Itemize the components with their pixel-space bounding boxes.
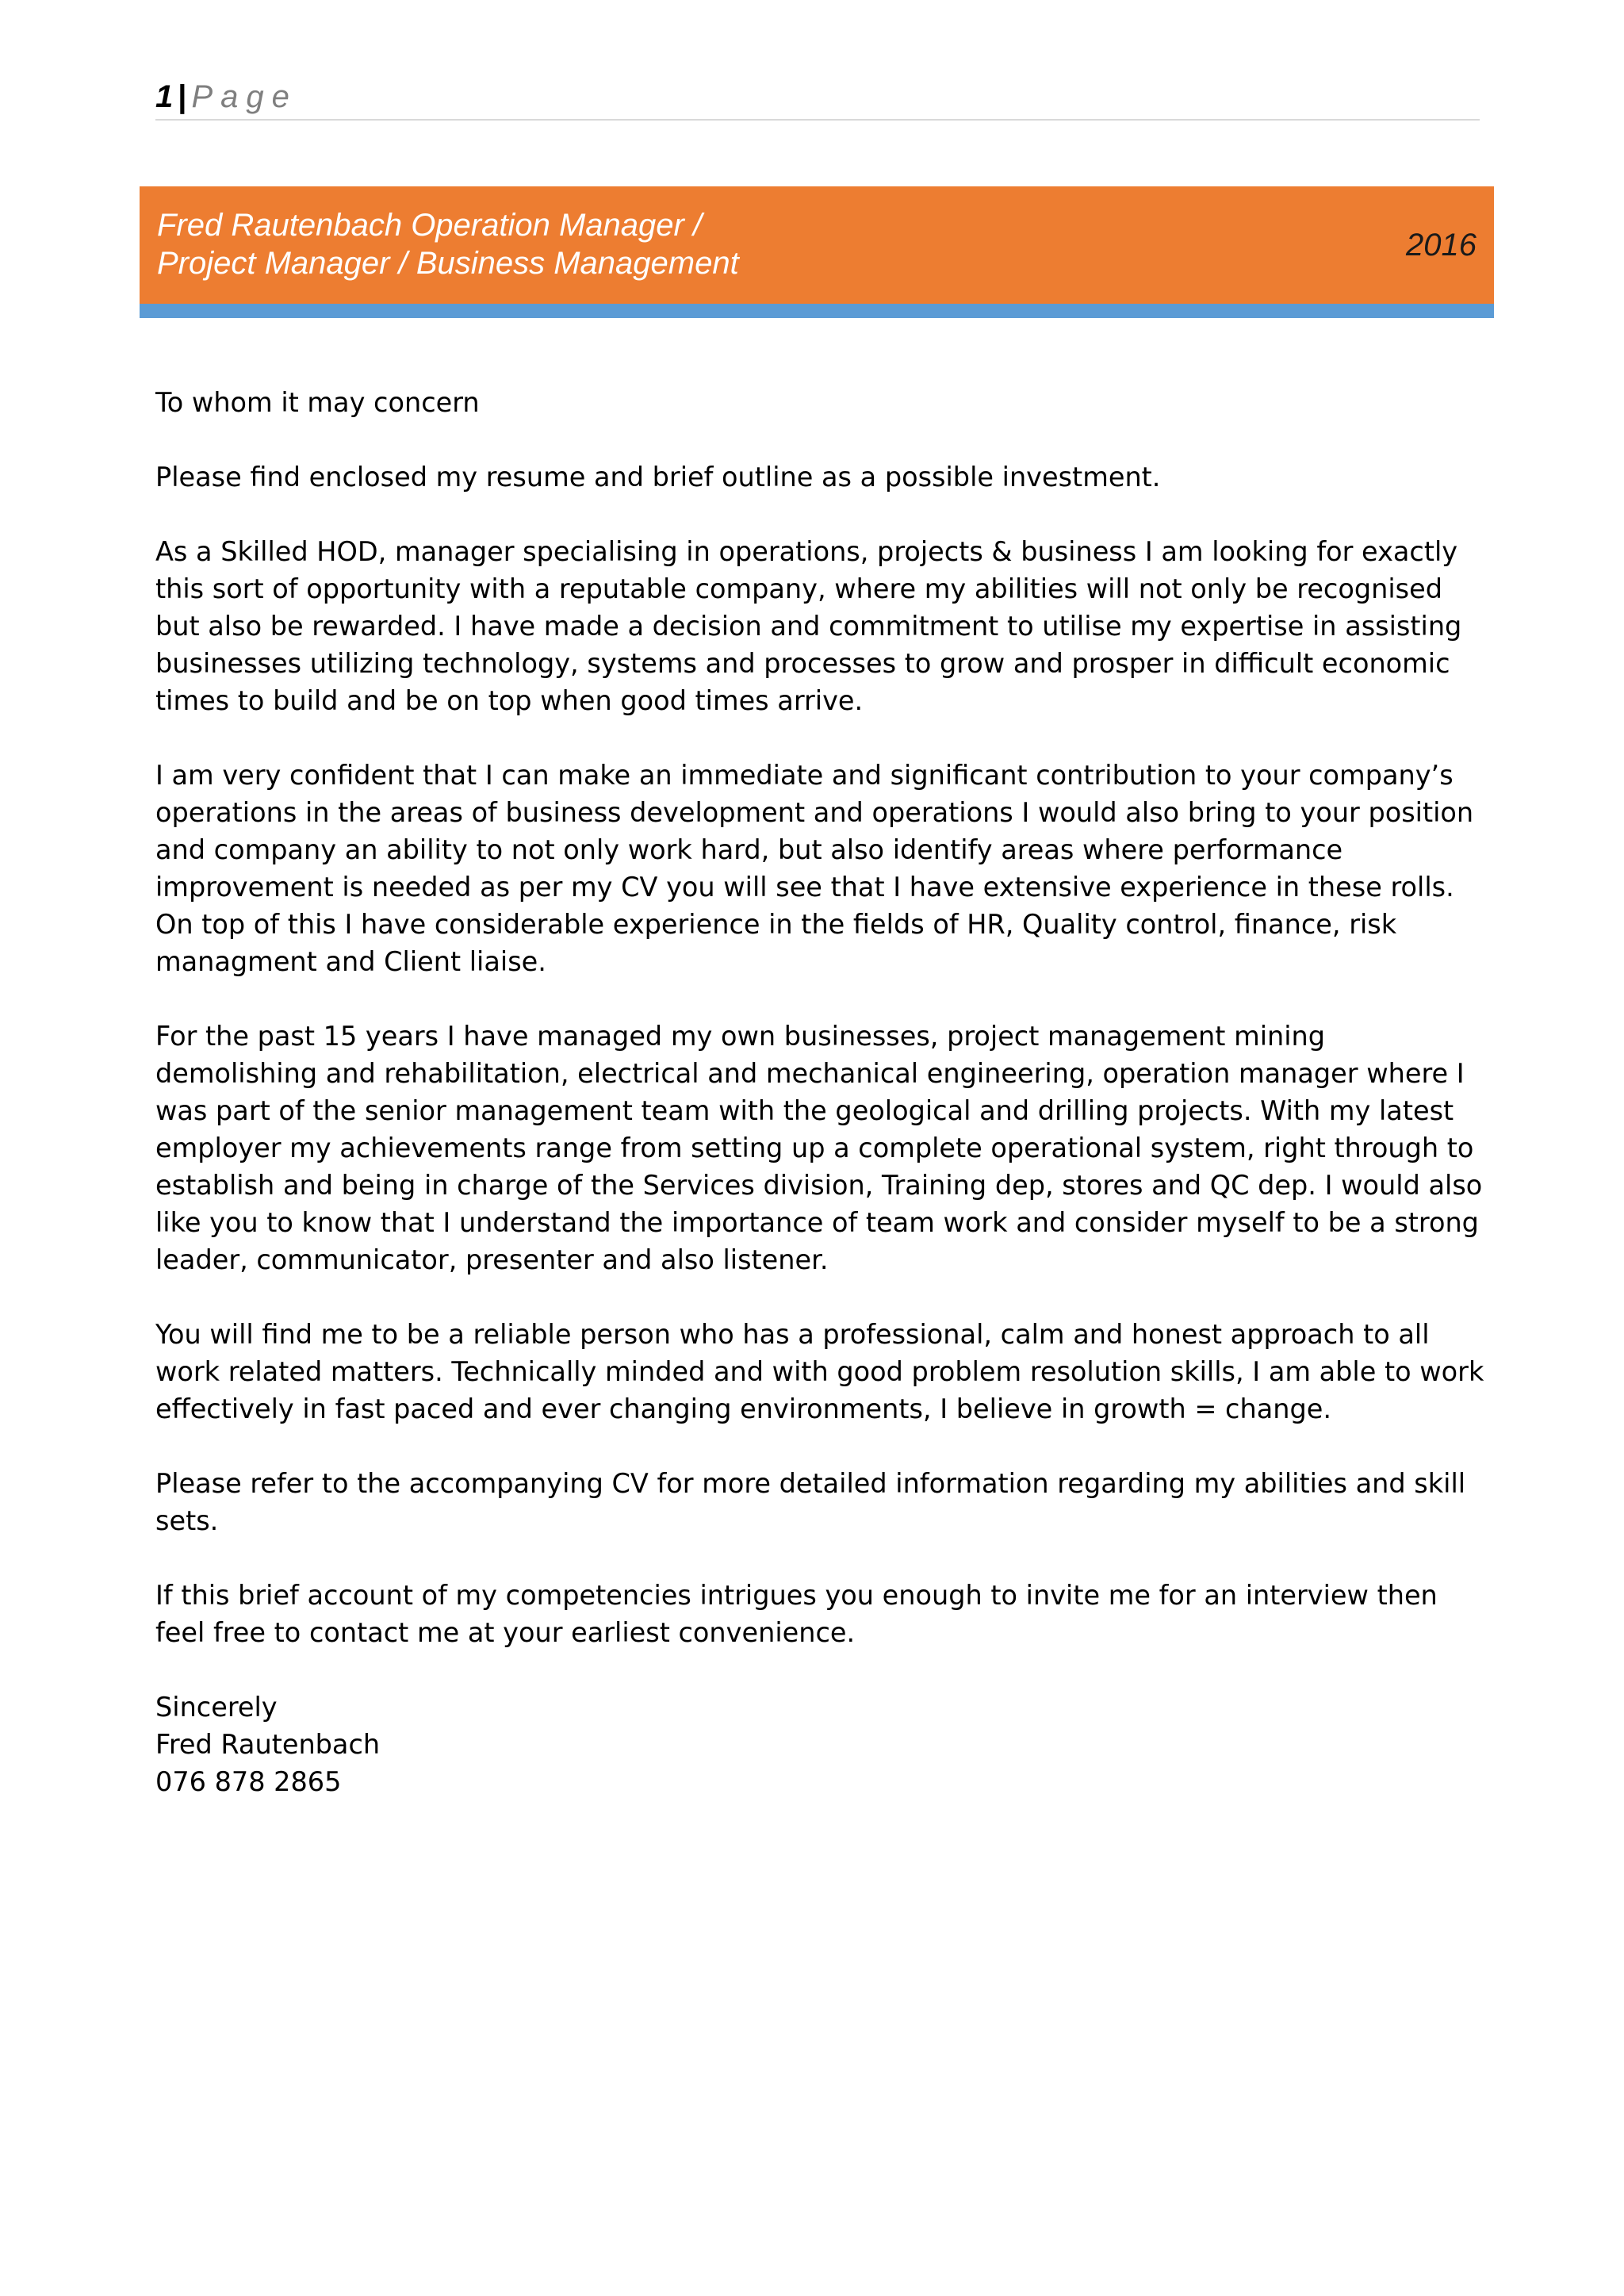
banner-title-line-2: Project Manager / Business Management (157, 246, 739, 281)
page-header (155, 76, 1480, 121)
banner-title-line-1: Fred Rautenbach Operation Manager / (157, 208, 703, 243)
page-word: Page (191, 79, 297, 114)
salutation: To whom it may concern (155, 387, 480, 418)
page-number: 1 (155, 79, 174, 114)
paragraph-cv-reference: Please refer to the accompanying CV for more detailed information regarding my abilities and skill sets. (155, 1468, 1466, 1536)
paragraph-personal-qualities: You will find me to be a reliable person who has a professional, calm and honest approach to all work related matters. Technically minded and with good problem resolution skills, I am able to work effectively in fast paced and ever changing environments, I believe in growth = change. (155, 1319, 1484, 1424)
paragraph-contribution: I am very confident that I can make an immediate and significant contribution to your company’s operations in the areas of business development and operations I would also bring to your position and company an ability to not only work hard, but also identify areas where performance improvement is needed as per my CV you will see that I have extensive experience in these rolls. On top of this I have considerable experience in the fields of HR, Quality control, finance, risk managment and Client liaise. (155, 760, 1474, 977)
title-banner (140, 186, 1494, 304)
paragraph-introduction: As a Skilled HOD, manager specialising in operations, projects & business I am looking for exactly this sort of opportunity with a reputable company, where my abilities will not only be recognised but also be rewarded. I have made a decision and commitment to utilise my expertise in assisting businesses utilizing technology, systems and processes to grow and prosper in difficult economic times to build and be on top when good times arrive. (155, 536, 1462, 716)
phone-number: 076 878 2865 (155, 1766, 342, 1797)
signature-name: Fred Rautenbach (155, 1729, 381, 1760)
paragraph-experience: For the past 15 years I have managed my own businesses, project management mining demolishing and rehabilitation, electrical and mechanical engineering, operation manager where I was part of the senior management team with the geological and drilling projects. With my latest employer my achievements range from setting up a complete operational system, right through to establish and being in charge of the Services division, Training dep, stores and QC dep. I would also like you to know that I understand the importance of team work and consider myself to be a strong leader, communicator, presenter and also listener. (155, 1021, 1483, 1275)
banner-accent-stripe (140, 304, 1494, 318)
cover-letter-body (155, 384, 1488, 1800)
banner-year: 2016 (1406, 228, 1477, 263)
closing: Sincerely (155, 1692, 278, 1723)
paragraph-invitation: If this brief account of my competencies intrigues you enough to invite me for an interview then feel free to contact me at your earliest convenience. (155, 1580, 1438, 1648)
closing-block (155, 1688, 1488, 1800)
paragraph-enclosure: Please find enclosed my resume and brief outline as a possible investment. (155, 462, 1161, 493)
banner-title (157, 206, 1109, 282)
page-number-label (155, 78, 297, 116)
page-separator: | (178, 79, 187, 114)
